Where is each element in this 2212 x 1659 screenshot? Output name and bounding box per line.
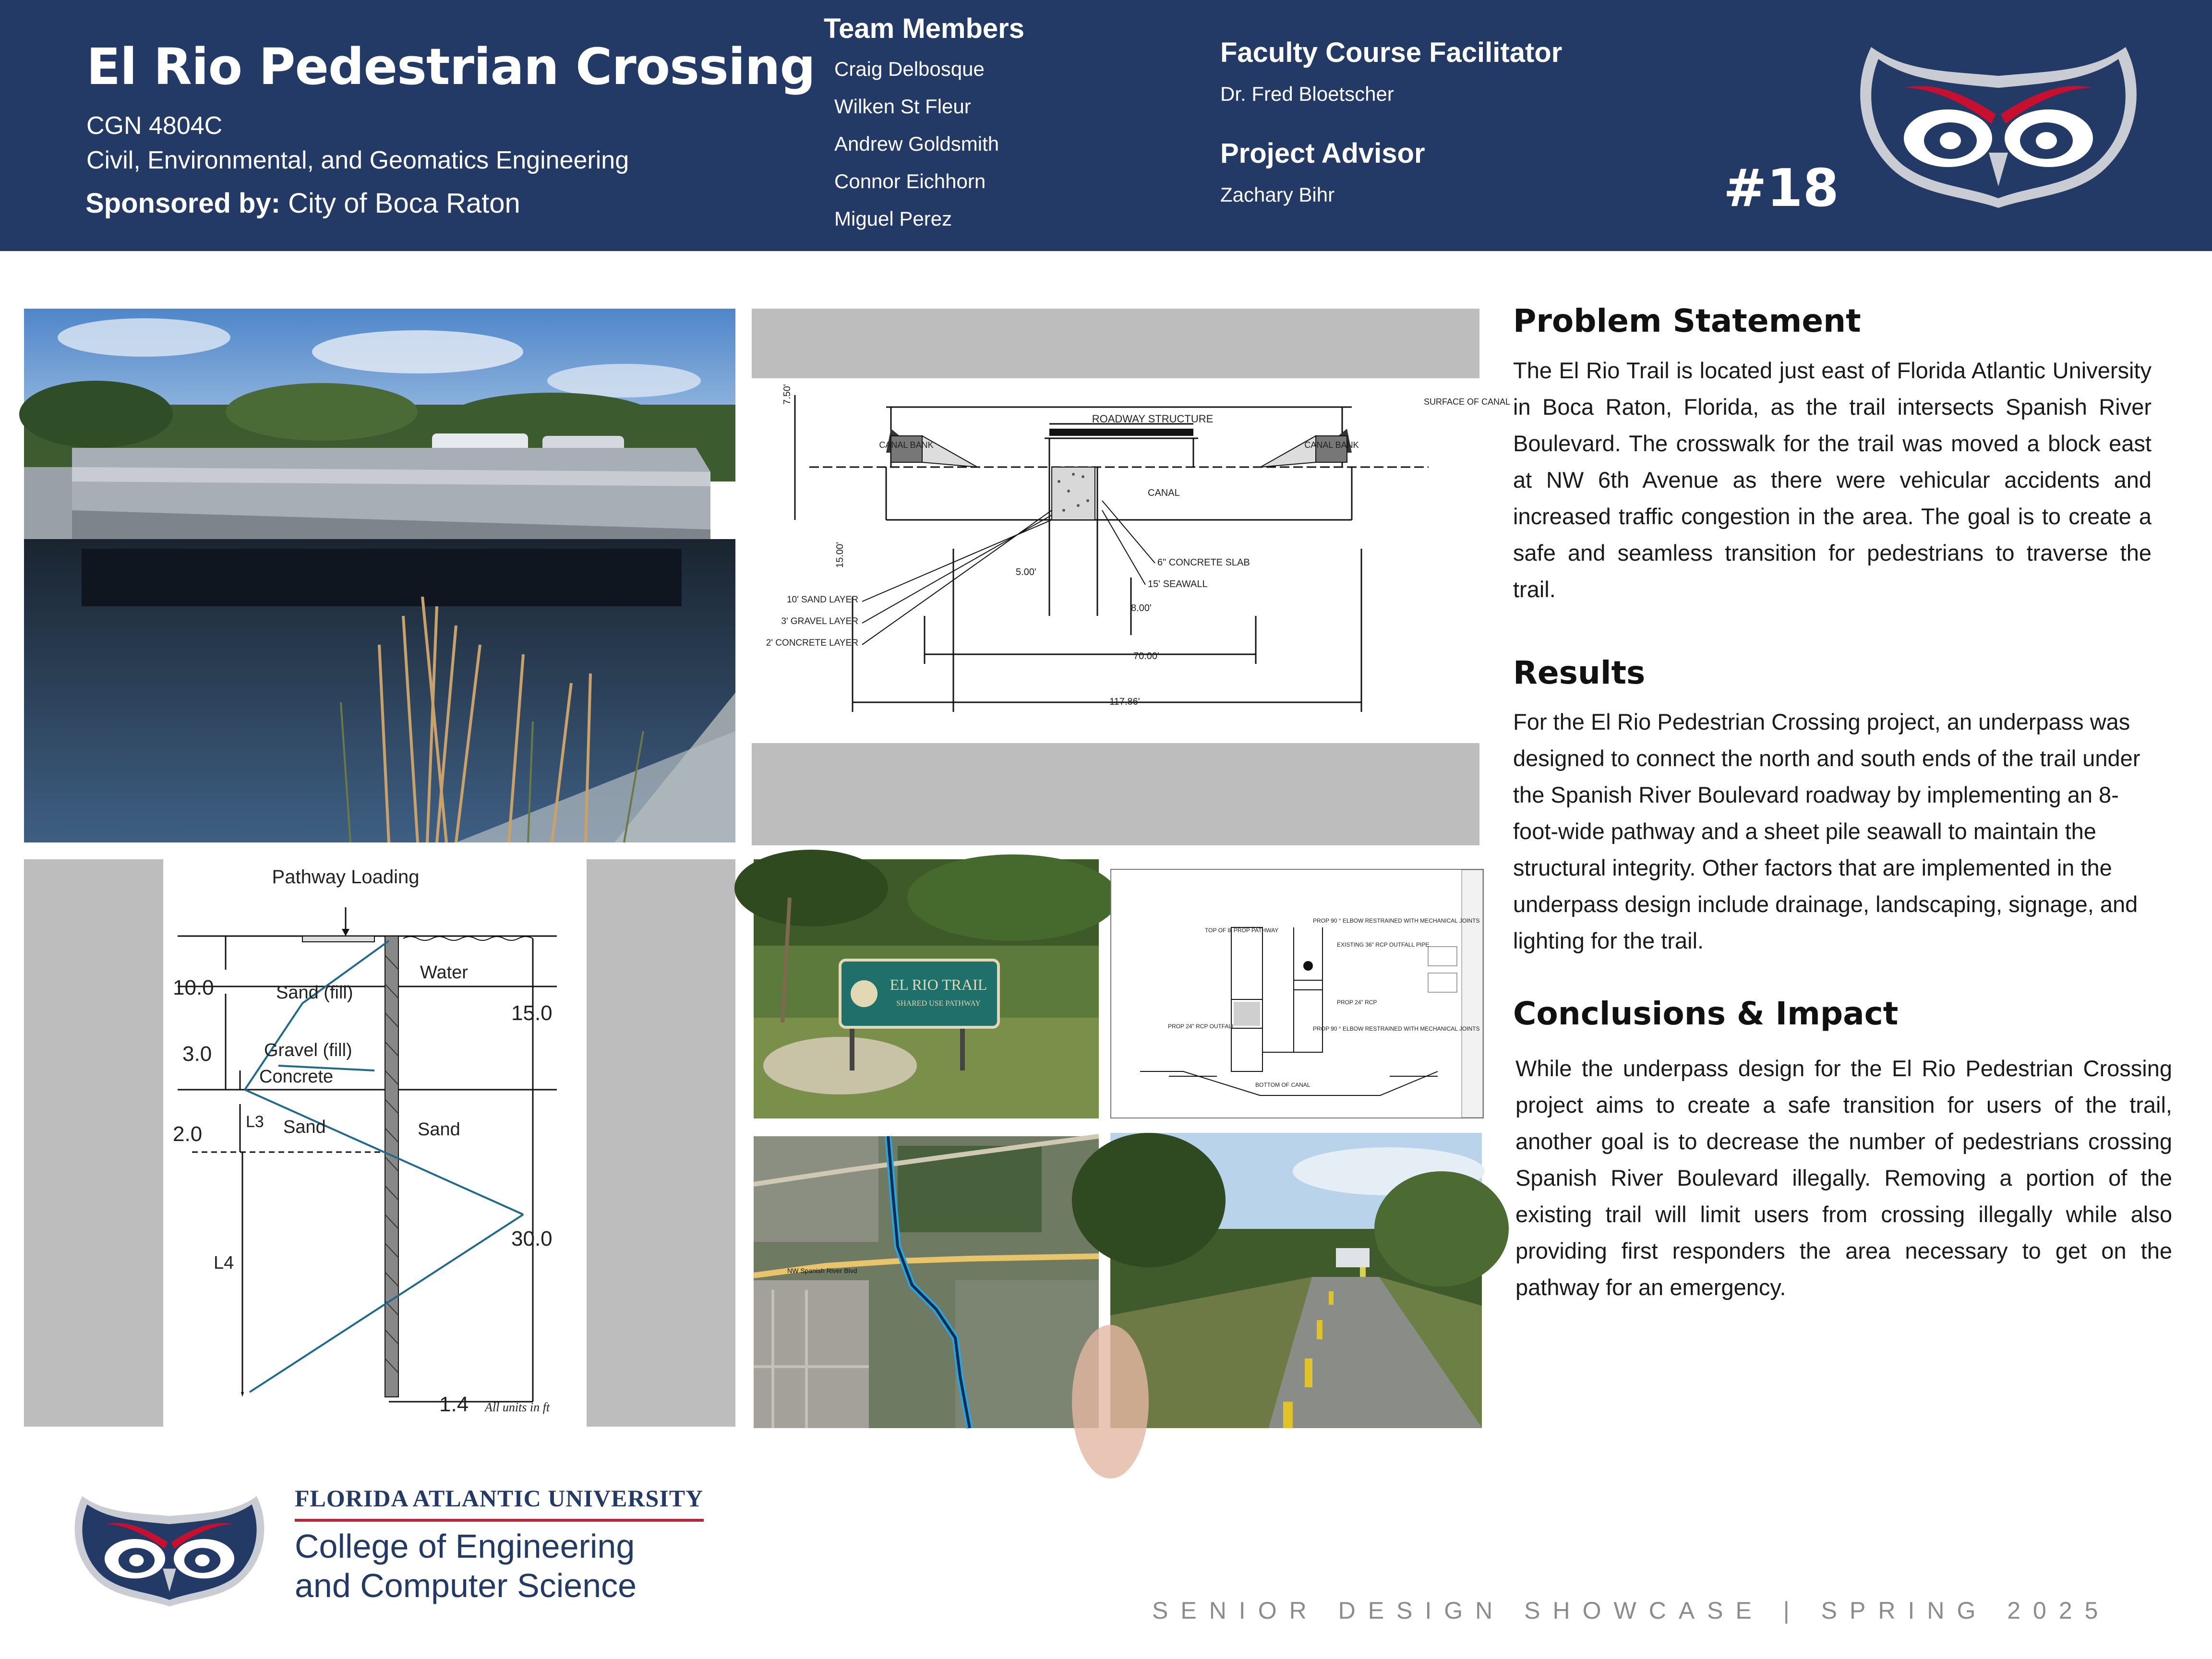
team-member: Craig Delbosque	[834, 58, 985, 80]
cross-section-drawing	[752, 309, 1511, 845]
loading-label-text: Pathway Loading	[272, 866, 420, 888]
dim-1500: 15.00'	[835, 542, 845, 568]
problem-text: The El Rio Trail is located just east of Florida Atlantic University in Boca Raton, Florida, as the trail intersects Spanish River Boulevard. The crosswalk for the trail was moved a block east at NW 6th Avenue as there were vehicular accidents and increased traffic congestion in the area. The goal is to create a safe and seamless transition for pedestrians to traverse the trail.	[1513, 358, 2152, 602]
results-heading: Results	[1513, 654, 1646, 691]
sand-layer-label: 10' SAND LAYER	[786, 595, 858, 605]
problem-heading: Problem Statement	[1513, 302, 1861, 339]
dim-15: 15.0	[511, 1001, 553, 1025]
team-member: Connor Eichhorn	[834, 170, 986, 192]
dim-3: 3.0	[182, 1042, 212, 1066]
trail-path-photo	[1110, 1133, 1482, 1428]
pressure-diagram	[24, 859, 735, 1427]
water-label: Water	[420, 962, 468, 983]
team-member: Andrew Goldsmith	[834, 132, 999, 155]
dim-7000: 70.00'	[1133, 651, 1159, 661]
divider	[295, 1519, 704, 1522]
conclusions-heading: Conclusions & Impact	[1513, 995, 1899, 1032]
l4-label: L4	[214, 1253, 234, 1273]
drainage-drawing	[1110, 869, 1484, 1118]
drainage-rcp-label: PROP 24" RCP	[1337, 999, 1377, 1006]
gravel-layer-label: 3' GRAVEL LAYER	[781, 616, 858, 626]
facilitator-name: Dr. Fred Bloetscher	[1220, 83, 1394, 105]
aerial-map	[754, 1136, 1099, 1428]
team-member: Wilken St Fleur	[834, 95, 971, 118]
drainage-elbow1-label: PROP 90 ° ELBOW RESTRAINED WITH MECHANICAL JOINTS	[1313, 917, 1480, 924]
concrete-layer-label: 2' CONCRETE LAYER	[766, 638, 858, 648]
canal-bank-right-label: CANAL BANK	[1304, 440, 1359, 450]
sponsor-label: Sponsored by:	[85, 188, 281, 219]
showcase-footer: SENIOR DESIGN SHOWCASE | SPRING 2025	[1152, 1597, 2111, 1624]
surface-label: SURFACE OF CANAL	[1424, 397, 1511, 407]
dim-30: 30.0	[511, 1227, 553, 1250]
sand-left-label: Sand	[283, 1117, 326, 1137]
project-number: #18	[1723, 158, 1839, 218]
trail-sign-photo	[754, 859, 1099, 1118]
results-text: For the El Rio Pedestrian Crossing project, an underpass was designed to connect the north and south ends of the trail under the Spanish River Boulevard roadway by implementing an 8-foot-wide pathway and a sheet pile seawall to maintain the structural integrity. Other factors that are implemented in the underpass design include drainage, landscaping, signage, and lighting for the trail.	[1513, 709, 2140, 953]
drainage-outfall-label: PROP 24" RCP OUTFALL	[1168, 1023, 1235, 1030]
fau-owl-logo-icon	[66, 1493, 273, 1608]
slab-label: 6" CONCRETE SLAB	[1157, 557, 1250, 568]
facilitator-heading: Faculty Course Facilitator	[1220, 37, 1563, 68]
owl-logo-icon	[1852, 42, 2145, 210]
bridge-photo	[24, 309, 735, 842]
drainage-top-label: TOP OF 8' PROP PATHWAY	[1205, 927, 1279, 934]
dim-11786: 117.86'	[1109, 697, 1140, 707]
dim-10: 10.0	[173, 976, 214, 999]
sign-title: EL RIO TRAIL	[890, 976, 987, 993]
units-note: All units in ft	[485, 1400, 550, 1414]
dim-800: 8.00'	[1131, 603, 1152, 613]
college-line-2: and Computer Science	[295, 1567, 637, 1604]
l3-label: L3	[246, 1113, 264, 1131]
gravel-fill-label: Gravel (fill)	[264, 1040, 352, 1060]
map-road-label: NW Spanish River Blvd	[787, 1267, 857, 1274]
dim-1-4: 1.4	[439, 1393, 469, 1416]
advisor-name: Zachary Bihr	[1220, 183, 1335, 206]
department: Civil, Environmental, and Geomatics Engineering	[86, 146, 629, 174]
drainage-existing-label: EXISTING 36" RCP OUTFALL PIPE	[1337, 941, 1430, 948]
sign-subtitle: SHARED USE PATHWAY	[896, 999, 981, 1008]
canal-label: CANAL	[1148, 488, 1180, 498]
seawall-label: 15' SEAWALL	[1148, 579, 1208, 589]
drainage-elbow2-label: PROP 90 ° ELBOW RESTRAINED WITH MECHANICAL JOINTS	[1313, 1025, 1480, 1032]
loading-label	[272, 866, 420, 888]
university-name: FLORIDA ATLANTIC UNIVERSITY	[295, 1485, 704, 1512]
poster-title: El Rio Pedestrian Crossing	[86, 37, 816, 96]
canal-bank-left-label: CANAL BANK	[879, 440, 934, 450]
drainage-bottom-label: BOTTOM OF CANAL	[1255, 1082, 1310, 1088]
header-banner	[0, 0, 2212, 251]
roadway-label: ROADWAY STRUCTURE	[1092, 413, 1214, 425]
team-heading: Team Members	[824, 13, 1024, 44]
dim-750: 7.50'	[782, 384, 793, 405]
conclusions-text: While the underpass design for the El Rio Pedestrian Crossing project aims to create a safe transition for users of the trail, another goal is to decrease the number of pedestrians crossing Spanish River Boulevard illegally. Removing a portion of the existing trail will limit users from crossing illegally while also providing first responders the area necessary to get on the pathway for an emergency.	[1515, 1056, 2172, 1300]
college-name	[295, 1527, 637, 1605]
dim-2: 2.0	[173, 1122, 203, 1146]
dim-500: 5.00'	[1016, 567, 1036, 577]
sand-fill-label: Sand (fill)	[276, 983, 353, 1003]
sponsor	[85, 187, 520, 219]
course-code: CGN 4804C	[86, 112, 223, 140]
sponsor-name: City of Boca Raton	[288, 188, 520, 219]
sand-right-label: Sand	[418, 1119, 460, 1140]
team-member: Miguel Perez	[834, 207, 952, 230]
concrete-label: Concrete	[259, 1067, 334, 1087]
advisor-heading: Project Advisor	[1220, 138, 1425, 169]
college-line-1: College of Engineering	[295, 1527, 635, 1565]
